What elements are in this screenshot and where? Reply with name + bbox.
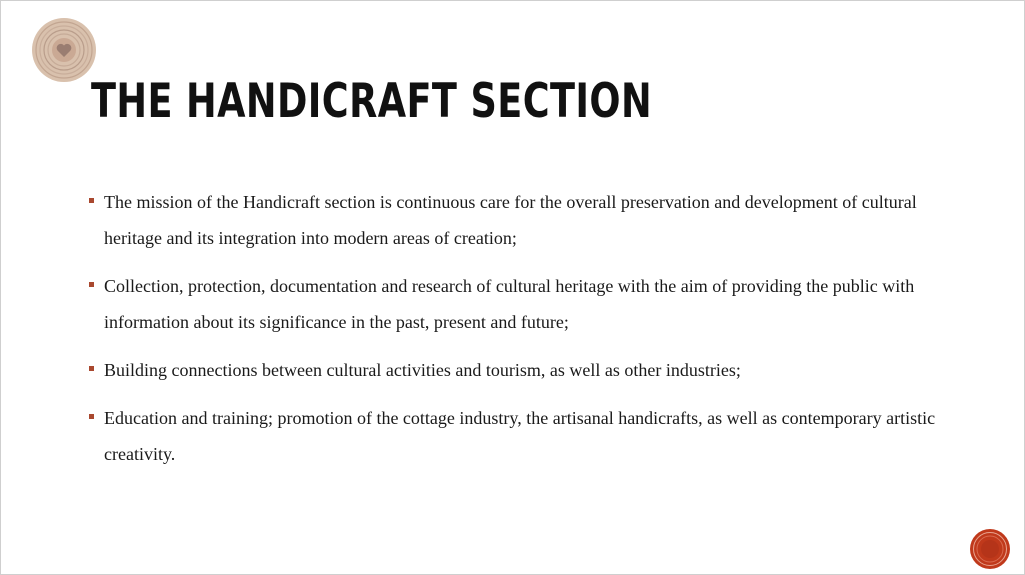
decorative-circle-icon (31, 17, 97, 83)
bullet-text: Building connections between cultural activities and tourism, as well as other industries; (104, 360, 741, 380)
bullet-item (88, 400, 968, 472)
bullet-marker-icon (89, 198, 94, 203)
bullet-marker-icon (89, 282, 94, 287)
bullet-text: Education and training; promotion of the cottage industry, the artisanal handicrafts, as well as contemporary artistic creativity. (104, 408, 936, 464)
bullet-marker-icon (89, 414, 94, 419)
bullet-list (88, 184, 968, 484)
slide-title: THE HANDICRAFT SECTION (91, 74, 653, 129)
bullet-text: Collection, protection, documentation and research of cultural heritage with the aim of providing the public with information about its significance in the past, present and future; (104, 276, 915, 332)
bullet-item (88, 268, 968, 340)
bullet-text: The mission of the Handicraft section is continuous care for the overall preservation and development of cultural heritage and its integration into modern areas of creation; (104, 192, 917, 248)
slide-nav-button[interactable] (969, 528, 1011, 570)
bullet-item (88, 352, 968, 388)
bullet-item (88, 184, 968, 256)
bullet-marker-icon (89, 366, 94, 371)
